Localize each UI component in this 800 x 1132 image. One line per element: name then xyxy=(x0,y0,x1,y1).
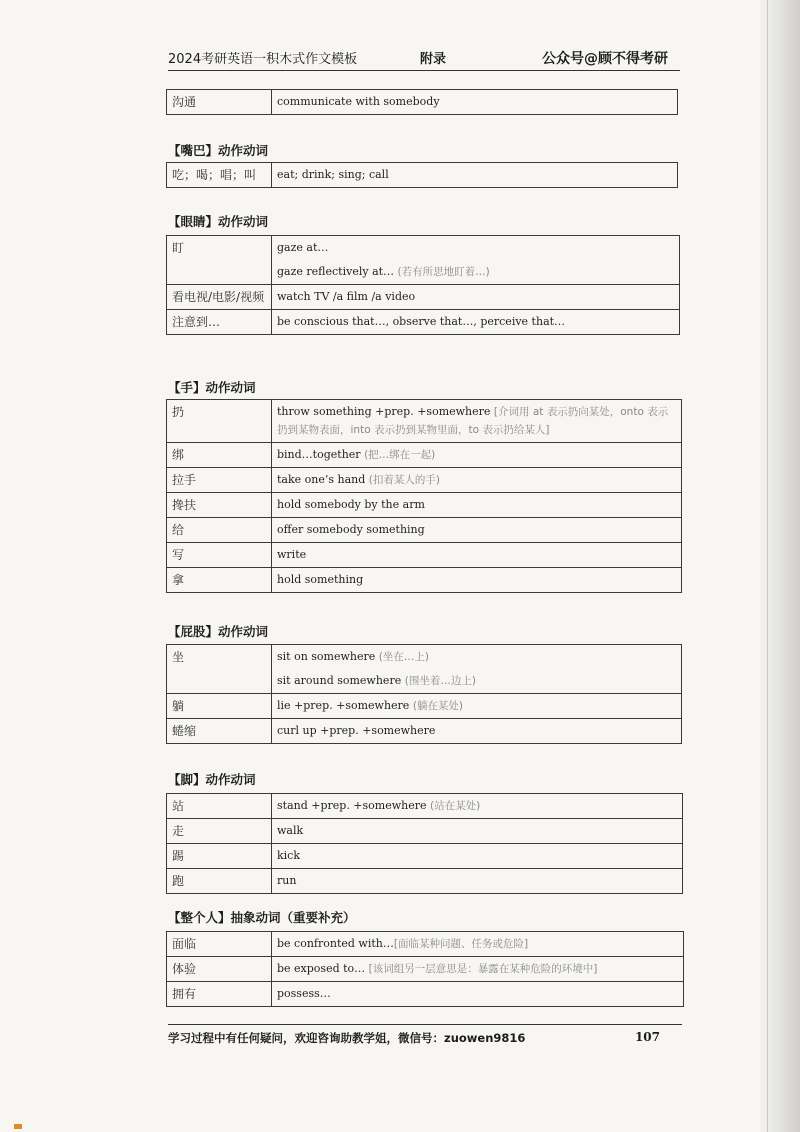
table-row xyxy=(167,957,684,982)
en-term: walk xyxy=(272,819,683,844)
vocab-table-eyes xyxy=(166,235,680,335)
zh-term: 绑 xyxy=(167,443,272,468)
zh-term: 看电视/电影/视频 xyxy=(167,285,272,310)
zh-term: 蜷缩 xyxy=(167,719,272,744)
table-row xyxy=(167,869,683,894)
en-term: communicate with somebody xyxy=(272,90,678,115)
section-title-mouth: 【嘴巴】动作动词 xyxy=(168,143,269,158)
zh-term: 搀扶 xyxy=(167,493,272,518)
en-term: bind…together (把…绑在一起) xyxy=(272,443,682,468)
zh-term: 给 xyxy=(167,518,272,543)
page-header xyxy=(168,44,680,71)
table-row xyxy=(167,443,682,468)
zh-term: 拉手 xyxy=(167,468,272,493)
en-term: lie +prep. +somewhere (躺在某处) xyxy=(272,694,682,719)
table-row xyxy=(167,90,678,115)
table-row xyxy=(167,694,682,719)
vocab-table-communicate xyxy=(166,89,678,115)
zh-term: 踢 xyxy=(167,844,272,869)
page-number: 107 xyxy=(634,1030,660,1044)
page-edge-line xyxy=(767,0,768,1132)
table-row xyxy=(167,236,680,285)
table-row xyxy=(167,468,682,493)
section-title-hand: 【手】动作动词 xyxy=(168,380,256,395)
table-row xyxy=(167,285,680,310)
en-term: watch TV /a film /a video xyxy=(272,285,680,310)
section-title-whole-person: 【整个人】抽象动词（重要补充） xyxy=(168,910,356,925)
zh-term: 坐 xyxy=(167,645,272,694)
table-row xyxy=(167,794,683,819)
section-title-butt: 【屁股】动作动词 xyxy=(168,624,269,639)
vocab-table-feet xyxy=(166,793,683,894)
table-row xyxy=(167,932,684,957)
en-term: possess… xyxy=(272,982,684,1007)
page-edge xyxy=(760,0,800,1132)
section-title-feet: 【脚】动作动词 xyxy=(168,772,256,787)
corner-mark xyxy=(14,1124,22,1129)
vocab-table-whole-person xyxy=(166,931,684,1007)
zh-term: 站 xyxy=(167,794,272,819)
en-term: curl up +prep. +somewhere xyxy=(272,719,682,744)
en-term: be confronted with…[面临某种问题、任务或危险] xyxy=(272,932,684,957)
en-term: write xyxy=(272,543,682,568)
header-account: 公众号@顾不得考研 xyxy=(542,51,668,67)
en-term: be conscious that…, observe that…, perceive that… xyxy=(272,310,680,335)
en-term: hold something xyxy=(272,568,682,593)
en-term: take one’s hand (扣着某人的手) xyxy=(272,468,682,493)
zh-term: 写 xyxy=(167,543,272,568)
table-row xyxy=(167,163,678,188)
en-term: kick xyxy=(272,844,683,869)
table-row xyxy=(167,568,682,593)
en-term: gaze at… gaze reflectively at… (若有所思地盯着…) xyxy=(272,236,680,285)
zh-term: 躺 xyxy=(167,694,272,719)
header-book-title: 2024考研英语一积木式作文模板 xyxy=(168,52,358,67)
table-row xyxy=(167,719,682,744)
footer-contact: 学习过程中有任何疑问，欢迎咨询助教学姐，微信号：zuowen9816 xyxy=(168,1031,526,1045)
zh-term: 体验 xyxy=(167,957,272,982)
zh-term: 面临 xyxy=(167,932,272,957)
table-row xyxy=(167,982,684,1007)
zh-term: 跑 xyxy=(167,869,272,894)
table-row xyxy=(167,645,682,694)
table-row xyxy=(167,400,682,443)
zh-term: 盯 xyxy=(167,236,272,285)
zh-term: 拥有 xyxy=(167,982,272,1007)
en-term: sit on somewhere (坐在…上) sit around somewhere (围坐着…边上) xyxy=(272,645,682,694)
table-row xyxy=(167,819,683,844)
table-row xyxy=(167,493,682,518)
en-term: stand +prep. +somewhere (站在某处) xyxy=(272,794,683,819)
vocab-table-hand xyxy=(166,399,682,593)
table-row xyxy=(167,844,683,869)
zh-term: 扔 xyxy=(167,400,272,443)
en-term: run xyxy=(272,869,683,894)
en-term: eat; drink; sing; call xyxy=(272,163,678,188)
table-row xyxy=(167,518,682,543)
en-term: hold somebody by the arm xyxy=(272,493,682,518)
en-term: throw something +prep. +somewhere [介词用 at 表示扔向某处，onto 表示扔到某物表面，into 表示扔到某物里面，to 表示扔给某人] xyxy=(272,400,682,443)
table-row xyxy=(167,543,682,568)
en-term: offer somebody something xyxy=(272,518,682,543)
zh-term: 吃；喝；唱；叫 xyxy=(167,163,272,188)
vocab-table-butt xyxy=(166,644,682,744)
zh-term: 走 xyxy=(167,819,272,844)
header-section: 附录 xyxy=(420,52,447,67)
table-row xyxy=(167,310,680,335)
zh-term: 沟通 xyxy=(167,90,272,115)
en-term: be exposed to… [该词组另一层意思是：暴露在某种危险的环境中] xyxy=(272,957,684,982)
vocab-table-mouth xyxy=(166,162,678,188)
section-title-eyes: 【眼睛】动作动词 xyxy=(168,214,269,229)
zh-term: 拿 xyxy=(167,568,272,593)
zh-term: 注意到… xyxy=(167,310,272,335)
page-footer xyxy=(168,1024,682,1045)
